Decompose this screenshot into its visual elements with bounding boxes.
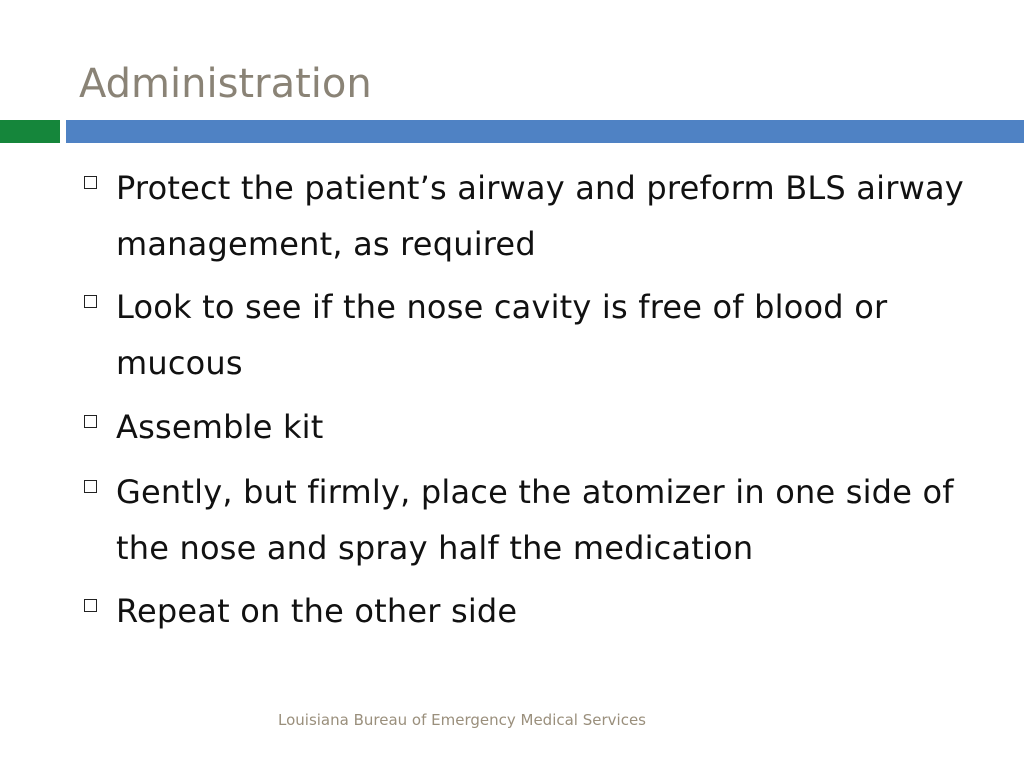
accent-bar-green — [0, 120, 60, 143]
slide-title: Administration — [79, 61, 372, 107]
footer-text: Louisiana Bureau of Emergency Medical Services — [278, 711, 646, 729]
square-bullet-icon — [84, 480, 97, 493]
square-bullet-icon — [84, 176, 97, 189]
square-bullet-icon — [84, 599, 97, 612]
bullet-text: Repeat on the other side — [116, 592, 518, 630]
square-bullet-icon — [84, 295, 97, 308]
bullet-text: Assemble kit — [116, 408, 324, 446]
bullet-text: Look to see if the nose cavity is free of blood or mucous — [116, 288, 888, 382]
bullet-text: Gently, but firmly, place the atomizer in one side of the nose and spray half the medication — [116, 473, 954, 567]
bullet-text: Protect the patient’s airway and preform BLS airway management, as required — [116, 169, 964, 263]
square-bullet-icon — [84, 415, 97, 428]
accent-bar-blue — [66, 120, 1024, 143]
